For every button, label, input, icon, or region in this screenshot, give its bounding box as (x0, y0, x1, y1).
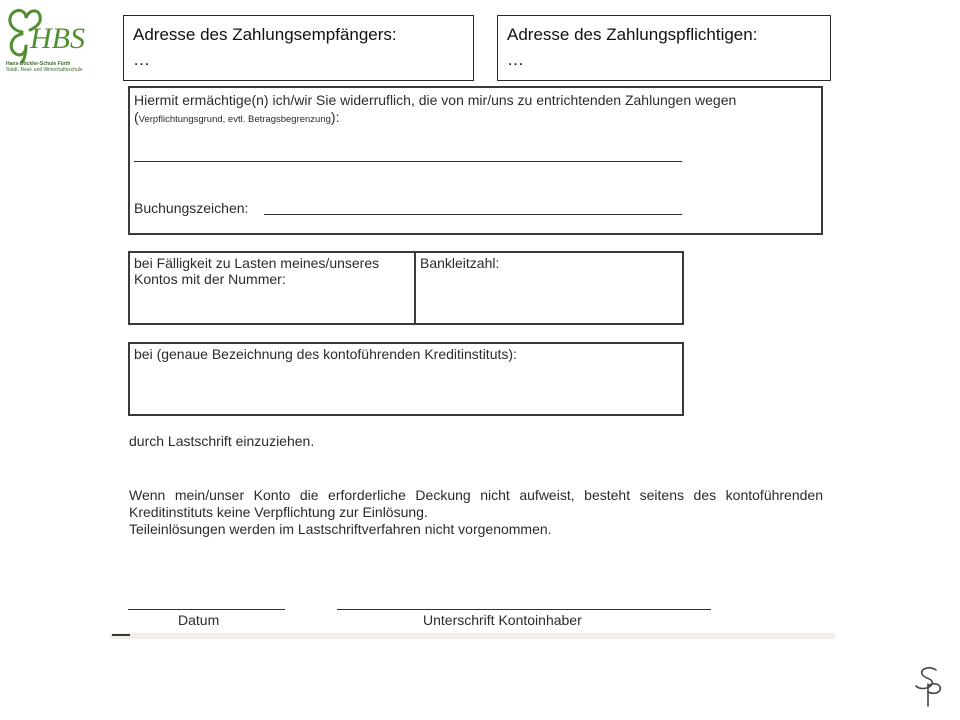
paren-open: ( (134, 109, 139, 125)
bank-name-box[interactable] (128, 342, 684, 416)
signature-label: Unterschrift Kontoinhaber (423, 612, 582, 628)
signature-line[interactable] (337, 609, 711, 610)
partial-payment-note: Teileinlösungen werden im Lastschriftverfahren nicht vorgenommen. (129, 521, 552, 537)
payer-address-label: Adresse des Zahlungspflichtigen: (507, 25, 758, 44)
scan-edge-mark (112, 634, 130, 636)
authorization-subline (134, 109, 339, 125)
booking-blank-line[interactable] (264, 214, 682, 215)
booking-label: Buchungszeichen: (134, 200, 249, 216)
reason-blank-line[interactable] (134, 161, 682, 162)
account-number-label (134, 255, 379, 287)
coverage-paragraph (129, 487, 823, 538)
coverage-note: Wenn mein/unser Konto die erforderliche Deckung nicht aufweist, besteht seitens des kontoführenden Kreditinstituts keine Verpflichtung zur Einlösung. (129, 487, 823, 520)
scan-edge-strip (110, 633, 835, 639)
svg-text:HBS: HBS (30, 22, 85, 55)
payee-address-box[interactable] (123, 15, 474, 81)
account-number-label-line2: Kontos mit der Nummer: (134, 271, 286, 287)
paren-close: ): (330, 109, 340, 125)
corner-monogram-icon (908, 664, 948, 710)
bank-code-label: Bankleitzahl: (420, 255, 500, 271)
logo-tagline (6, 61, 86, 73)
date-line[interactable] (128, 609, 285, 610)
clover-logo-icon (4, 4, 86, 64)
authorization-subtext: Verpflichtungsgrund, evtl. Betragsbegrenzung (138, 114, 331, 125)
account-number-label-line1: bei Fälligkeit zu Lasten meines/unseres (134, 255, 380, 271)
payee-address-label: Adresse des Zahlungsempfängers: (133, 25, 397, 44)
bank-name-label: bei (genaue Bezeichnung des kontoführenden Kreditinstituts): (134, 346, 517, 362)
school-logo (4, 4, 86, 80)
payer-address-box[interactable] (497, 15, 831, 81)
debit-note: durch Lastschrift einzuziehen. (129, 433, 315, 449)
date-label: Datum (178, 612, 220, 628)
logo-tagline-line2: Städt. Real- und Wirtschaftsschule (6, 67, 83, 73)
payee-address-value: … (133, 50, 150, 69)
authorization-text: Hiermit ermächtige(n) ich/wir Sie widerruflich, die von mir/uns zu entrichtenden Zahlungen wegen (134, 92, 737, 108)
bank-code-box[interactable] (414, 251, 684, 325)
authorization-box (128, 86, 823, 235)
account-number-box[interactable] (128, 251, 416, 325)
payer-address-value: … (507, 50, 524, 69)
logo-tagline-line1: Hans-Böckler-Schule Fürth (6, 61, 71, 67)
